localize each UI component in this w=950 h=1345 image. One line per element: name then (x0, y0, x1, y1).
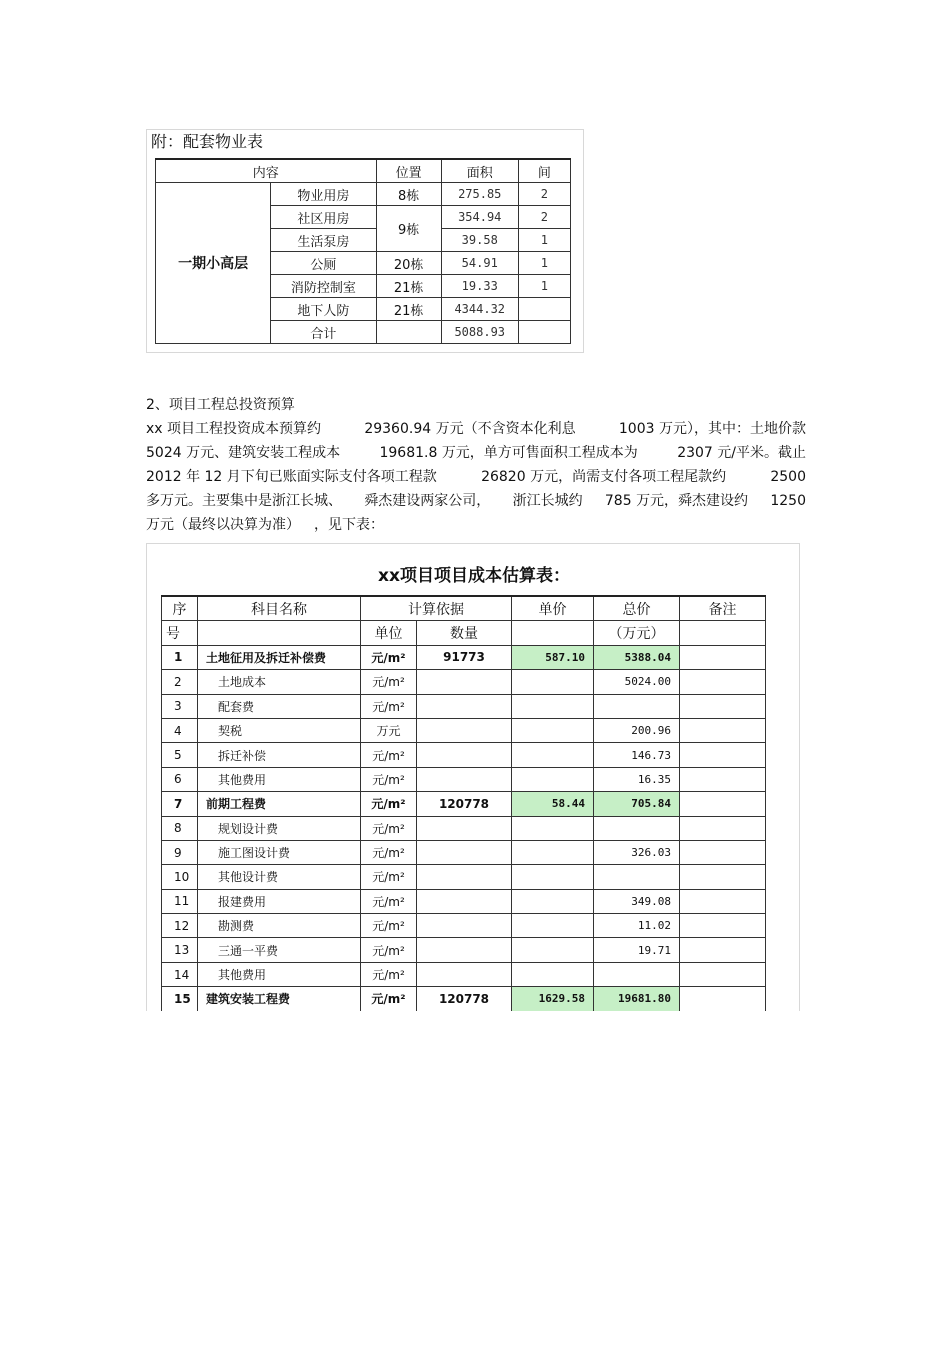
table-row (162, 694, 766, 718)
header-price: 单价 (512, 596, 594, 621)
row-note (680, 840, 766, 864)
row-price (512, 889, 594, 913)
row-name: 拆迁补偿 (198, 743, 361, 767)
row-name: 土地成本 (198, 670, 361, 694)
subheader-qty: 数量 (417, 621, 512, 645)
row-note (680, 816, 766, 840)
property-table-title: 附：配套物业表 (151, 132, 264, 151)
row-seq: 4 (162, 718, 198, 742)
row-name: 报建费用 (198, 889, 361, 913)
row-qty (417, 938, 512, 962)
row-total: 16.35 (594, 767, 680, 791)
cost-table-title: xx项目项目成本估算表： (378, 566, 570, 586)
table-row (156, 183, 571, 206)
row-qty (417, 694, 512, 718)
header-content: 内容 (156, 159, 377, 183)
row-total (594, 694, 680, 718)
row-price (512, 694, 594, 718)
text-span: 浙江长城约 (512, 493, 583, 509)
row-name: 施工图设计费 (198, 840, 361, 864)
row-note (680, 767, 766, 791)
table-row (162, 670, 766, 694)
row-total (594, 865, 680, 889)
row-note (680, 914, 766, 938)
text-span: 2307 元/平米。截止 (677, 445, 806, 461)
row-total (594, 962, 680, 986)
row-area: 39.58 (441, 229, 518, 252)
row-qty (417, 889, 512, 913)
table-row (162, 792, 766, 816)
text-span: 舜杰建设两家公司， (364, 493, 491, 509)
row-name: 前期工程费 (198, 792, 361, 816)
row-price (512, 767, 594, 791)
row-price: 1629.58 (512, 987, 594, 1011)
row-qty (417, 718, 512, 742)
header-location: 位置 (376, 159, 441, 183)
text-span: 1003 万元），其中：土地价款 (618, 421, 806, 437)
property-table (155, 158, 571, 344)
property-table-figure (146, 129, 584, 353)
table-row (162, 718, 766, 742)
text-span: 1250 (770, 493, 806, 509)
row-rooms: 1 (518, 229, 570, 252)
row-seq: 9 (162, 840, 198, 864)
row-note (680, 670, 766, 694)
row-qty (417, 670, 512, 694)
row-name: 合计 (271, 321, 376, 344)
text-span: 785 万元，舜杰建设约 (604, 493, 749, 509)
row-area: 19.33 (441, 275, 518, 298)
row-qty (417, 840, 512, 864)
paragraph-line (146, 513, 806, 537)
paragraph-line (146, 465, 806, 489)
text-span: 26820 万元，尚需支付各项工程尾款约 (481, 469, 727, 485)
row-qty: 120778 (417, 792, 512, 816)
row-location: 21栋 (376, 275, 441, 298)
row-note (680, 865, 766, 889)
cost-table-subheader (162, 621, 766, 645)
text-span: 2500 (770, 469, 806, 485)
cost-table (161, 595, 766, 1011)
row-price: 58.44 (512, 792, 594, 816)
row-seq: 11 (162, 889, 198, 913)
row-unit: 元/m² (361, 670, 417, 694)
row-note (680, 743, 766, 767)
table-row (162, 987, 766, 1011)
row-location (376, 321, 441, 344)
table-row (162, 865, 766, 889)
row-unit: 元/m² (361, 962, 417, 986)
text-span: 5024 万元、建筑安装工程成本 (146, 445, 341, 461)
row-name: 其他设计费 (198, 865, 361, 889)
row-price (512, 962, 594, 986)
row-note (680, 889, 766, 913)
row-qty (417, 743, 512, 767)
row-total: 19.71 (594, 938, 680, 962)
row-unit: 元/m² (361, 840, 417, 864)
row-total (594, 816, 680, 840)
row-area: 275.85 (441, 183, 518, 206)
row-qty (417, 816, 512, 840)
row-seq: 3 (162, 694, 198, 718)
row-qty: 91773 (417, 645, 512, 669)
row-name: 地下人防 (271, 298, 376, 321)
table-row (162, 767, 766, 791)
row-seq: 12 (162, 914, 198, 938)
header-name: 科目名称 (198, 596, 361, 621)
row-location: 9栋 (376, 206, 441, 252)
header-seq: 序 (162, 596, 198, 621)
row-total: 146.73 (594, 743, 680, 767)
row-area: 354.94 (441, 206, 518, 229)
row-unit: 元/m² (361, 792, 417, 816)
row-area: 4344.32 (441, 298, 518, 321)
row-location: 8栋 (376, 183, 441, 206)
row-price (512, 743, 594, 767)
table-row (162, 645, 766, 669)
row-seq: 5 (162, 743, 198, 767)
header-rooms: 间 (518, 159, 570, 183)
row-total: 326.03 (594, 840, 680, 864)
row-rooms: 1 (518, 275, 570, 298)
row-total: 5388.04 (594, 645, 680, 669)
row-rooms (518, 298, 570, 321)
row-name: 物业用房 (271, 183, 376, 206)
table-row (162, 816, 766, 840)
subheader-unit: 单位 (361, 621, 417, 645)
row-name: 建筑安装工程费 (198, 987, 361, 1011)
cost-table-figure (146, 543, 800, 1011)
row-name: 规划设计费 (198, 816, 361, 840)
row-rooms: 2 (518, 183, 570, 206)
row-unit: 元/m² (361, 743, 417, 767)
row-unit: 元/m² (361, 938, 417, 962)
text-span: 19681.8 万元，单方可售面积工程成本为 (379, 445, 638, 461)
text-span: ，见下表： (314, 517, 384, 533)
row-name: 消防控制室 (271, 275, 376, 298)
row-name: 契税 (198, 718, 361, 742)
row-price (512, 914, 594, 938)
row-unit: 元/m² (361, 889, 417, 913)
text-span: 29360.94 万元（不含资本化利息 (364, 421, 576, 437)
table-row (162, 743, 766, 767)
paragraph-line (146, 417, 806, 441)
row-seq: 8 (162, 816, 198, 840)
text-span: 多万元。主要集中是浙江长城、 (146, 493, 342, 509)
property-table-header (156, 159, 571, 183)
section-paragraph (146, 417, 806, 537)
row-price (512, 840, 594, 864)
row-name: 其他费用 (198, 962, 361, 986)
table-row (162, 962, 766, 986)
row-seq: 2 (162, 670, 198, 694)
row-name: 社区用房 (271, 206, 376, 229)
row-total: 19681.80 (594, 987, 680, 1011)
row-note (680, 938, 766, 962)
row-seq: 7 (162, 792, 198, 816)
row-unit: 元/m² (361, 987, 417, 1011)
subheader-empty (680, 621, 766, 645)
row-note (680, 962, 766, 986)
table-row (162, 840, 766, 864)
row-qty (417, 767, 512, 791)
paragraph-line (146, 489, 806, 513)
row-location: 21栋 (376, 298, 441, 321)
cost-table-body (162, 645, 766, 1011)
row-name: 土地征用及拆迁补偿费 (198, 645, 361, 669)
header-total: 总价 (594, 596, 680, 621)
row-total: 349.08 (594, 889, 680, 913)
row-price (512, 670, 594, 694)
row-total: 5024.00 (594, 670, 680, 694)
row-note (680, 792, 766, 816)
cost-table-header (162, 596, 766, 621)
row-name: 三通一平费 (198, 938, 361, 962)
subheader-total-unit: （万元） (594, 621, 680, 645)
row-rooms: 1 (518, 252, 570, 275)
table-row (162, 889, 766, 913)
row-note (680, 987, 766, 1011)
row-price (512, 718, 594, 742)
subheader-empty (512, 621, 594, 645)
row-note (680, 718, 766, 742)
header-note: 备注 (680, 596, 766, 621)
paragraph-line (146, 441, 806, 465)
row-seq: 10 (162, 865, 198, 889)
header-area: 面积 (441, 159, 518, 183)
row-seq: 1 (162, 645, 198, 669)
row-total: 705.84 (594, 792, 680, 816)
row-price (512, 816, 594, 840)
row-qty: 120778 (417, 987, 512, 1011)
row-name: 其他费用 (198, 767, 361, 791)
row-seq: 13 (162, 938, 198, 962)
row-unit: 元/m² (361, 914, 417, 938)
row-unit: 元/m² (361, 767, 417, 791)
header-basis: 计算依据 (361, 596, 512, 621)
row-seq: 6 (162, 767, 198, 791)
row-qty (417, 914, 512, 938)
row-area: 54.91 (441, 252, 518, 275)
row-name: 勘测费 (198, 914, 361, 938)
row-rooms: 2 (518, 206, 570, 229)
row-qty (417, 865, 512, 889)
row-unit: 元/m² (361, 645, 417, 669)
row-unit: 万元 (361, 718, 417, 742)
phase-label: 一期小高层 (156, 183, 271, 344)
row-rooms (518, 321, 570, 344)
row-price (512, 938, 594, 962)
section-heading: 2、项目工程总投资预算 (146, 397, 295, 413)
text-span: 万元（最终以决算为准） (146, 517, 300, 533)
row-seq: 14 (162, 962, 198, 986)
subheader-empty (198, 621, 361, 645)
row-area: 5088.93 (441, 321, 518, 344)
row-unit: 元/m² (361, 865, 417, 889)
row-total: 11.02 (594, 914, 680, 938)
row-unit: 元/m² (361, 694, 417, 718)
row-price (512, 865, 594, 889)
text-span: xx 项目工程投资成本预算约 (146, 421, 322, 437)
row-location: 20栋 (376, 252, 441, 275)
text-span: 2012 年 12 月下旬已账面实际支付各项工程款 (146, 469, 437, 485)
row-note (680, 694, 766, 718)
row-note (680, 645, 766, 669)
table-row (162, 914, 766, 938)
table-row (162, 938, 766, 962)
row-name: 公厕 (271, 252, 376, 275)
row-qty (417, 962, 512, 986)
row-price: 587.10 (512, 645, 594, 669)
row-total: 200.96 (594, 718, 680, 742)
row-unit: 元/m² (361, 816, 417, 840)
row-seq: 15 (162, 987, 198, 1011)
row-name: 生活泵房 (271, 229, 376, 252)
subheader-seq: 号 (162, 621, 198, 645)
row-name: 配套费 (198, 694, 361, 718)
